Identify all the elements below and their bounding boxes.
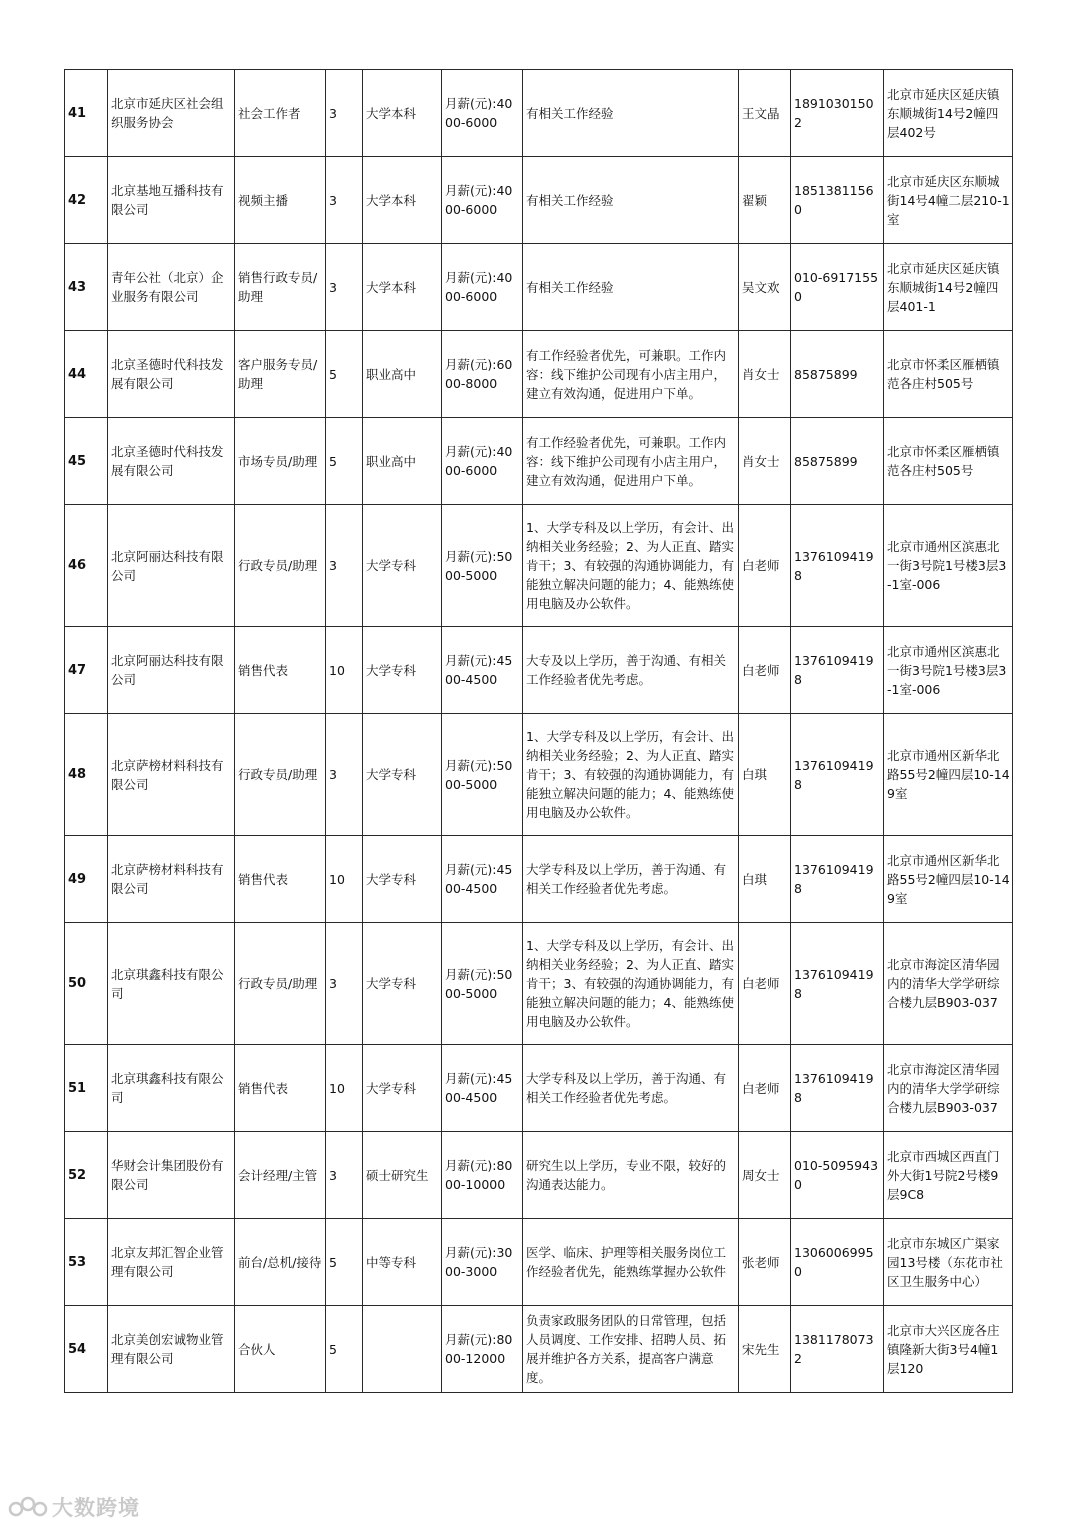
headcount: 3: [326, 1132, 363, 1219]
job-title: 合伙人: [235, 1306, 326, 1393]
work-address: 北京市东城区广渠家园13号楼（东花市社区卫生服务中心）: [884, 1219, 1013, 1306]
headcount: 3: [326, 505, 363, 627]
row-number: 54: [65, 1306, 108, 1393]
company-name: 北京友邦汇智企业管理有限公司: [108, 1219, 235, 1306]
contact-phone: 13761094198: [791, 505, 884, 627]
salary-range: 月薪(元):4000-6000: [442, 157, 523, 244]
salary-range: 月薪(元):8000-10000: [442, 1132, 523, 1219]
salary-range: 月薪(元):3000-3000: [442, 1219, 523, 1306]
contact-phone: 18910301502: [791, 70, 884, 157]
table-row: [65, 714, 1013, 836]
work-address: 北京市海淀区清华园内的清华大学学研综合楼九层B903-037: [884, 1045, 1013, 1132]
row-number: 47: [65, 627, 108, 714]
contact-person: 白老师: [739, 1045, 791, 1132]
contact-phone: 13761094198: [791, 1045, 884, 1132]
education-level: 大学专科: [363, 836, 442, 923]
company-name: 北京阿丽达科技有限公司: [108, 505, 235, 627]
contact-phone: 13761094198: [791, 923, 884, 1045]
table-row: [65, 1045, 1013, 1132]
education-level: 职业高中: [363, 418, 442, 505]
job-requirement: 1、大学专科及以上学历，有会计、出纳相关业务经验；2、为人正直、踏实肯干；3、有较强的沟通协调能力，有能独立解决问题的能力；4、能熟练使用电脑及办公软件。: [523, 714, 739, 836]
salary-range: 月薪(元):4500-4500: [442, 836, 523, 923]
job-requirement: 1、大学专科及以上学历，有会计、出纳相关业务经验；2、为人正直、踏实肯干；3、有较强的沟通协调能力，有能独立解决问题的能力；4、能熟练使用电脑及办公软件。: [523, 505, 739, 627]
salary-range: 月薪(元):8000-12000: [442, 1306, 523, 1393]
row-number: 49: [65, 836, 108, 923]
job-title: 视频主播: [235, 157, 326, 244]
work-address: 北京市延庆区延庆镇东顺城街14号2幢四层401-1: [884, 244, 1013, 331]
table-row: [65, 244, 1013, 331]
row-number: 48: [65, 714, 108, 836]
row-number: 41: [65, 70, 108, 157]
headcount: 10: [326, 1045, 363, 1132]
table-row: [65, 1306, 1013, 1393]
job-title: 销售代表: [235, 627, 326, 714]
contact-person: 肖女士: [739, 331, 791, 418]
company-name: 北京琪鑫科技有限公司: [108, 1045, 235, 1132]
company-name: 北京市延庆区社会组织服务协会: [108, 70, 235, 157]
contact-person: 白老师: [739, 505, 791, 627]
work-address: 北京市通州区滨惠北一街3号院1号楼3层3-1室-006: [884, 505, 1013, 627]
work-address: 北京市通州区新华北路55号2幢四层10-149室: [884, 836, 1013, 923]
row-number: 50: [65, 923, 108, 1045]
contact-person: 白琪: [739, 714, 791, 836]
job-title: 行政专员/助理: [235, 505, 326, 627]
table-row: [65, 1219, 1013, 1306]
job-requirement: 有相关工作经验: [523, 244, 739, 331]
contact-person: 白老师: [739, 627, 791, 714]
contact-person: 翟颖: [739, 157, 791, 244]
job-title: 行政专员/助理: [235, 714, 326, 836]
headcount: 3: [326, 157, 363, 244]
headcount: 3: [326, 70, 363, 157]
work-address: 北京市通州区滨惠北一街3号院1号楼3层3-1室-006: [884, 627, 1013, 714]
work-address: 北京市海淀区清华园内的清华大学学研综合楼九层B903-037: [884, 923, 1013, 1045]
salary-range: 月薪(元):4500-4500: [442, 1045, 523, 1132]
contact-person: 张老师: [739, 1219, 791, 1306]
contact-phone: 13761094198: [791, 714, 884, 836]
headcount: 10: [326, 627, 363, 714]
job-requirement: 有工作经验者优先，可兼职。工作内容：线下维护公司现有小店主用户，建立有效沟通，促进用户下单。: [523, 418, 739, 505]
contact-person: 王文晶: [739, 70, 791, 157]
company-name: 北京美创宏诚物业管理有限公司: [108, 1306, 235, 1393]
job-requirement: 1、大学专科及以上学历，有会计、出纳相关业务经验；2、为人正直、踏实肯干；3、有较强的沟通协调能力，有能独立解决问题的能力；4、能熟练使用电脑及办公软件。: [523, 923, 739, 1045]
job-title: 销售行政专员/助理: [235, 244, 326, 331]
education-level: 大学专科: [363, 714, 442, 836]
job-title: 客户服务专员/助理: [235, 331, 326, 418]
headcount: 5: [326, 418, 363, 505]
table-row: [65, 331, 1013, 418]
job-requirement: 有相关工作经验: [523, 70, 739, 157]
job-requirement: 大学专科及以上学历，善于沟通、有相关工作经验者优先考虑。: [523, 836, 739, 923]
job-requirement: 医学、临床、护理等相关服务岗位工作经验者优先，能熟练掌握办公软件: [523, 1219, 739, 1306]
company-name: 北京萨榜材料科技有限公司: [108, 714, 235, 836]
watermark-text: 大数跨境: [52, 1496, 140, 1520]
job-title: 前台/总机/接待: [235, 1219, 326, 1306]
job-listing-table: [64, 69, 1013, 1393]
job-title: 行政专员/助理: [235, 923, 326, 1045]
job-title: 会计经理/主管: [235, 1132, 326, 1219]
company-name: 北京基地互播科技有限公司: [108, 157, 235, 244]
company-name: 北京琪鑫科技有限公司: [108, 923, 235, 1045]
education-level: 中等专科: [363, 1219, 442, 1306]
contact-phone: 18513811560: [791, 157, 884, 244]
table-row: [65, 627, 1013, 714]
salary-range: 月薪(元):4500-4500: [442, 627, 523, 714]
company-name: 北京圣德时代科技发展有限公司: [108, 418, 235, 505]
salary-range: 月薪(元):5000-5000: [442, 923, 523, 1045]
work-address: 北京市怀柔区雁栖镇范各庄村505号: [884, 418, 1013, 505]
watermark-logo-icon: [8, 1495, 48, 1519]
table-row: [65, 70, 1013, 157]
job-requirement: 有相关工作经验: [523, 157, 739, 244]
row-number: 52: [65, 1132, 108, 1219]
salary-range: 月薪(元):6000-8000: [442, 331, 523, 418]
contact-phone: 13811780732: [791, 1306, 884, 1393]
contact-phone: 85875899: [791, 418, 884, 505]
row-number: 43: [65, 244, 108, 331]
education-level: 大学专科: [363, 627, 442, 714]
job-title: 社会工作者: [235, 70, 326, 157]
salary-range: 月薪(元):5000-5000: [442, 505, 523, 627]
company-name: 北京圣德时代科技发展有限公司: [108, 331, 235, 418]
contact-phone: 13761094198: [791, 627, 884, 714]
table-row: [65, 157, 1013, 244]
job-requirement: 负责家政服务团队的日常管理，包括人员调度、工作安排、招聘人员、拓展并维护各方关系，提高客户满意度。: [523, 1306, 739, 1393]
row-number: 53: [65, 1219, 108, 1306]
row-number: 51: [65, 1045, 108, 1132]
headcount: 5: [326, 331, 363, 418]
row-number: 42: [65, 157, 108, 244]
contact-phone: 13761094198: [791, 836, 884, 923]
company-name: 青年公社（北京）企业服务有限公司: [108, 244, 235, 331]
contact-person: 周女士: [739, 1132, 791, 1219]
row-number: 46: [65, 505, 108, 627]
contact-person: 吴文欢: [739, 244, 791, 331]
headcount: 5: [326, 1306, 363, 1393]
contact-phone: 010-50959430: [791, 1132, 884, 1219]
row-number: 45: [65, 418, 108, 505]
company-name: 北京萨榜材料科技有限公司: [108, 836, 235, 923]
headcount: 5: [326, 1219, 363, 1306]
headcount: 3: [326, 923, 363, 1045]
education-level: 大学本科: [363, 70, 442, 157]
table-row: [65, 505, 1013, 627]
job-title: 市场专员/助理: [235, 418, 326, 505]
education-level: 大学本科: [363, 157, 442, 244]
salary-range: 月薪(元):5000-5000: [442, 714, 523, 836]
contact-phone: 13060069950: [791, 1219, 884, 1306]
job-title: 销售代表: [235, 836, 326, 923]
contact-phone: 010-69171550: [791, 244, 884, 331]
headcount: 3: [326, 714, 363, 836]
table-row: [65, 418, 1013, 505]
headcount: 10: [326, 836, 363, 923]
work-address: 北京市延庆区东顺城街14号4幢二层210-1室: [884, 157, 1013, 244]
work-address: 北京市延庆区延庆镇东顺城街14号2幢四层402号: [884, 70, 1013, 157]
education-level: 大学本科: [363, 244, 442, 331]
row-number: 44: [65, 331, 108, 418]
job-requirement: 研究生以上学历，专业不限，较好的沟通表达能力。: [523, 1132, 739, 1219]
education-level: 大学专科: [363, 505, 442, 627]
company-name: 华财会计集团股份有限公司: [108, 1132, 235, 1219]
education-level: [363, 1306, 442, 1393]
company-name: 北京阿丽达科技有限公司: [108, 627, 235, 714]
work-address: 北京市通州区新华北路55号2幢四层10-149室: [884, 714, 1013, 836]
job-requirement: 大学专科及以上学历，善于沟通、有相关工作经验者优先考虑。: [523, 1045, 739, 1132]
education-level: 大学专科: [363, 1045, 442, 1132]
contact-person: 肖女士: [739, 418, 791, 505]
work-address: 北京市西城区西直门外大街1号院2号楼9层9C8: [884, 1132, 1013, 1219]
table-row: [65, 836, 1013, 923]
education-level: 职业高中: [363, 331, 442, 418]
contact-person: 宋先生: [739, 1306, 791, 1393]
salary-range: 月薪(元):4000-6000: [442, 70, 523, 157]
salary-range: 月薪(元):4000-6000: [442, 244, 523, 331]
work-address: 北京市大兴区庞各庄镇隆新大街3号4幢1层120: [884, 1306, 1013, 1393]
contact-person: 白琪: [739, 836, 791, 923]
education-level: 大学专科: [363, 923, 442, 1045]
job-requirement: 有工作经验者优先，可兼职。工作内容：线下维护公司现有小店主用户，建立有效沟通，促进用户下单。: [523, 331, 739, 418]
education-level: 硕士研究生: [363, 1132, 442, 1219]
work-address: 北京市怀柔区雁栖镇范各庄村505号: [884, 331, 1013, 418]
job-requirement: 大专及以上学历，善于沟通、有相关工作经验者优先考虑。: [523, 627, 739, 714]
job-title: 销售代表: [235, 1045, 326, 1132]
watermark: [8, 1492, 140, 1522]
headcount: 3: [326, 244, 363, 331]
contact-phone: 85875899: [791, 331, 884, 418]
table-row: [65, 923, 1013, 1045]
contact-person: 白老师: [739, 923, 791, 1045]
salary-range: 月薪(元):4000-6000: [442, 418, 523, 505]
table-row: [65, 1132, 1013, 1219]
